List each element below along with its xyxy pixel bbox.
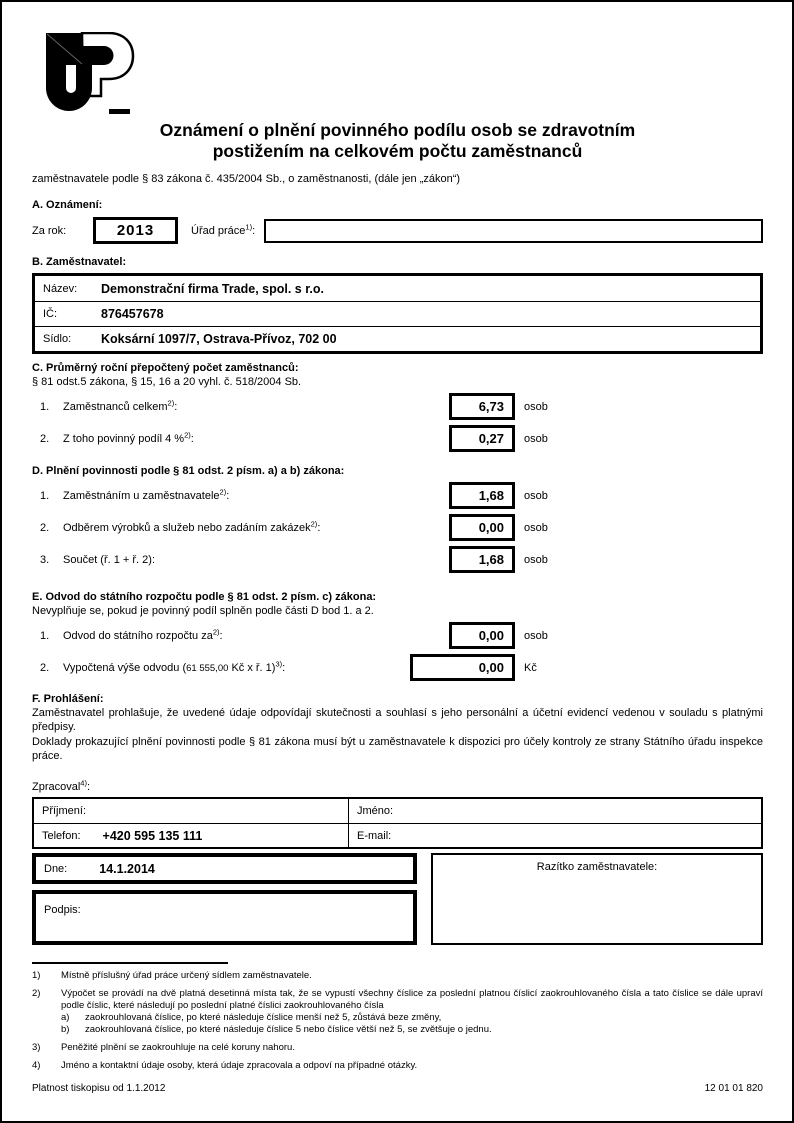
footnote-ref-2: 2) <box>212 626 220 636</box>
row-number: 1. <box>40 400 50 413</box>
footnote-text: Peněžité plnění se zaokrouhluje na celé koruny nahoru. <box>61 1042 295 1053</box>
form-row <box>32 482 763 509</box>
stamp-box <box>431 853 763 945</box>
unit-label: osob <box>524 489 548 502</box>
unit-label: Kč <box>524 661 537 674</box>
zpracoval-label: Zpracoval$^{4)}$: <box>32 778 91 793</box>
footnote-2 <box>32 988 763 1036</box>
footnote-separator <box>32 962 228 964</box>
dne-label: Dne: <box>44 862 68 875</box>
row-number: 2. <box>40 661 50 674</box>
sidlo-label: Sídlo: <box>43 333 72 345</box>
ic-label: IČ: <box>43 308 58 320</box>
page-footer <box>32 1083 763 1094</box>
footnote-ref-2: 2) <box>184 429 191 439</box>
razitko-label: Razítko zaměstnavatele: <box>536 861 658 873</box>
form-row <box>32 546 763 573</box>
footnote-text <box>61 988 763 1036</box>
odvod-sazba-value: 61 555,00 <box>186 662 229 674</box>
form-value-box: 0,27 <box>449 425 515 452</box>
telefon-label: Telefon: <box>42 829 81 842</box>
unit-label: osob <box>524 553 548 566</box>
nazev-value: Demonstrační firma Trade, spol. s r.o. <box>101 281 324 296</box>
telefon-cell <box>34 823 349 847</box>
row-label: Z toho povinný podíl 4 %$^{2)}$: <box>63 429 194 445</box>
page-subtitle: zaměstnavatele podle § 83 zákona č. 435/2004 Sb., o zaměstnanosti, (dále jen „zákon“) <box>32 173 461 185</box>
sub-text: zaokrouhlovaná číslice, po které následuje číslice menší než 5, zůstává beze změny, <box>85 1012 442 1023</box>
row-label: Součet (ř. 1 + ř. 2): <box>63 553 156 566</box>
footnote-marker: 1) <box>32 970 41 981</box>
row-number: 2. <box>40 432 50 445</box>
table-row <box>35 276 760 301</box>
nazev-label: Název: <box>43 282 78 295</box>
footnote-text: Jméno a kontaktní údaje osoby, která údaje zpracovala a odpoví na případné otázky. <box>61 1060 418 1071</box>
form-number: 12 01 01 820 <box>704 1083 763 1094</box>
table-row <box>35 301 760 326</box>
section-e-note: Nevyplňuje se, pokud je povinný podíl splněn podle části D bod 1. a 2. <box>32 605 374 617</box>
footnote-text: Místně příslušný úřad práce určený sídlem zaměstnavatele. <box>61 970 312 981</box>
sidlo-value: Koksární 1097/7, Ostrava-Přívoz, 702 00 <box>101 332 337 346</box>
sub-text: zaokrouhlovaná číslice, po které následuje číslice 5 nebo číslice větší než 5, se zvětšuje o jednu. <box>85 1024 492 1035</box>
prijmeni-cell <box>34 799 349 823</box>
form-row <box>32 622 763 649</box>
row-number: 1. <box>40 489 50 502</box>
unit-label: osob <box>524 400 548 413</box>
email-cell <box>349 823 761 847</box>
signature-area <box>32 853 763 945</box>
dne-value: 14.1.2014 <box>99 861 155 876</box>
form-value-box: 0,00 <box>410 654 515 681</box>
section-b-heading: B. Zaměstnavatel: <box>32 256 127 268</box>
podpis-label: Podpis: <box>44 904 81 916</box>
signature-box <box>32 890 417 945</box>
page-title-line1: Oznámení o plnění povinného podílu osob se zdravotním <box>159 120 636 140</box>
form-value-box: 1,68 <box>449 546 515 573</box>
section-e-heading: E. Odvod do státního rozpočtu podle § 81 odst. 2 písm. c) zákona: <box>32 591 377 603</box>
footnote-ref-2: 2) <box>310 518 318 528</box>
unit-label: osob <box>524 521 548 534</box>
form-value-box: 6,73 <box>449 393 515 420</box>
footnote-4 <box>32 1060 763 1072</box>
za-rok-label: Za rok: <box>32 224 67 237</box>
footnote-1 <box>32 970 763 982</box>
section-c-subheading: § 81 odst.5 zákona, § 15, 16 a 20 vyhl. č. 518/2004 Sb. <box>32 376 302 388</box>
table-row <box>35 326 760 351</box>
footnote-marker: 2) <box>32 988 41 999</box>
jmeno-cell <box>349 799 761 823</box>
section-d-heading: D. Plnění povinnosti podle § 81 odst. 2 písm. a) a b) zákona: <box>32 465 345 477</box>
row-number: 3. <box>40 553 50 566</box>
declaration-paragraph-1: Zaměstnavatel prohlašuje, že uvedené údaje odpovídají skutečnosti a souhlasí s jeho personální a účetní evidencí vedenou v souladu s platnými předpisy. <box>32 707 763 733</box>
section-c-heading: C. Průměrný roční přepočtený počet zaměstnanců: <box>32 362 299 374</box>
form-row <box>32 425 763 452</box>
row-label: Odvod do státního rozpočtu za$^{2)}$: <box>63 626 223 642</box>
za-rok-value-box: 2013 <box>93 217 178 244</box>
page-title <box>32 120 763 162</box>
footnote-2-body: Výpočet se provádí na dvě platná desetinná místa tak, že se vypustí všechny číslice za poslední platnou číslicí zaokrouhlovaného čísla a tato číslice se dále upraví podle číslic, které následují po poslední platné číslici zaokrouhlovaného čísla <box>61 988 763 1011</box>
footnote-marker: 3) <box>32 1042 41 1053</box>
prijmeni-label: Příjmení: <box>42 805 87 817</box>
row-number: 2. <box>40 521 50 534</box>
form-row <box>32 393 763 420</box>
urad-prace-logo-icon <box>45 32 135 118</box>
contact-table <box>32 797 763 849</box>
footnote-3 <box>32 1042 763 1054</box>
footnote-ref-2: 2) <box>167 397 175 407</box>
unit-label: osob <box>524 432 548 445</box>
row-label: Zaměstnáním u zaměstnavatele$^{2)}$: <box>63 486 230 502</box>
form-value-box: 0,00 <box>449 514 515 541</box>
page-title-line2: postižením na celkovém počtu zaměstnanců <box>212 141 583 161</box>
form-row <box>32 654 763 681</box>
email-label: E-mail: <box>357 829 392 842</box>
signature-left-column <box>32 853 417 945</box>
row-label: Vypočtená výše odvodu (61 555,00 Kč x ř. 1)$^{3)}$: <box>63 658 286 674</box>
sub-marker: b) <box>61 1024 70 1035</box>
footnote-ref-2: 2) <box>219 486 227 496</box>
footnote-ref-1: 1) <box>245 221 253 231</box>
row-number: 1. <box>40 629 50 642</box>
row-label: Zaměstnanců celkem$^{2)}$: <box>63 397 178 413</box>
date-box <box>32 853 417 884</box>
row-label: Odběrem výrobků a služeb nebo zadáním zakázek$^{2)}$: <box>63 518 321 534</box>
form-value-box: 1,68 <box>449 482 515 509</box>
telefon-value: +420 595 135 111 <box>102 828 203 843</box>
section-f-heading: F. Prohlášení: <box>32 693 104 705</box>
form-value-box: 0,00 <box>449 622 515 649</box>
ic-value: 876457678 <box>101 307 164 321</box>
urad-prace-value-box <box>264 219 763 243</box>
footnote-ref-4: 4) <box>80 778 87 788</box>
footnote-2-sub-a <box>61 1012 763 1024</box>
footnote-ref-3: 3) <box>275 658 283 668</box>
declaration-paragraph-2: Doklady prokazující plnění povinnosti podle § 81 zákona musí být u zaměstnavatele k dispozici pro účely kontroly ze strany Státního úřadu inspekce práce. <box>32 736 763 762</box>
form-validity-label: Platnost tiskopisu od 1.1.2012 <box>32 1083 166 1094</box>
unit-label: osob <box>524 629 548 642</box>
sub-marker: a) <box>61 1012 70 1023</box>
footnote-2-sub-b <box>61 1024 763 1036</box>
section-a-heading: A. Oznámení: <box>32 199 103 211</box>
footnote-marker: 4) <box>32 1060 41 1071</box>
employer-table <box>32 273 763 354</box>
section-a-row <box>32 217 763 244</box>
jmeno-label: Jméno: <box>357 805 394 817</box>
form-row <box>32 514 763 541</box>
urad-prace-label: Úřad práce$^{1)}$: <box>191 221 256 237</box>
